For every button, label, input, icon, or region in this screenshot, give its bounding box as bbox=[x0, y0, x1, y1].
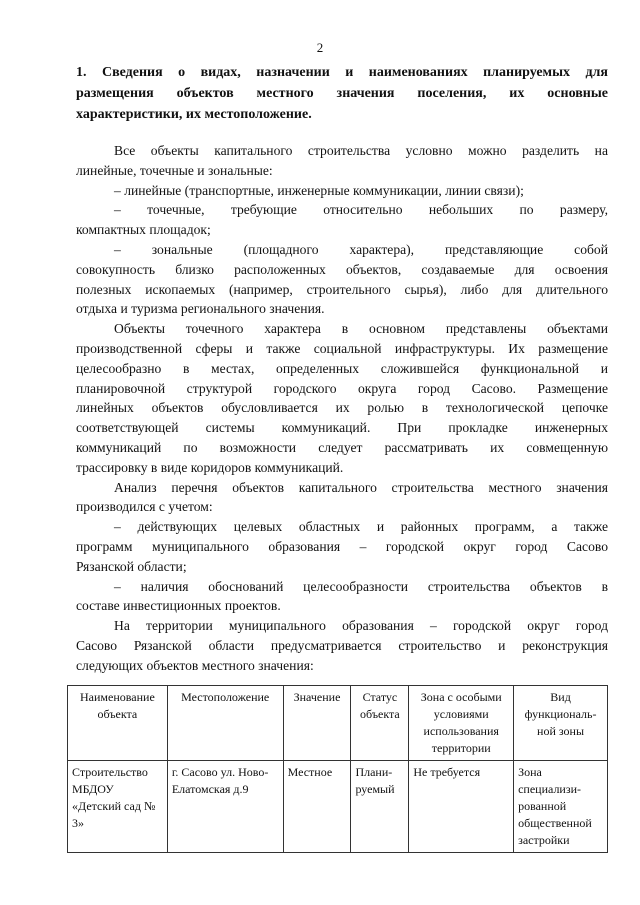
table-header-row bbox=[68, 686, 608, 761]
body-text bbox=[76, 141, 608, 676]
text-line: коммуникаций по возможности следует рассматривать их совмещенную bbox=[76, 439, 608, 455]
text-line: составе инвестиционных проектов. bbox=[76, 598, 281, 614]
cell-special-zone: Не требуется bbox=[409, 761, 514, 853]
text-line: соответствующей системы коммуникаций. При прокладке инженерных bbox=[76, 420, 608, 436]
heading-line: размещения объектов местного значения поселения, их основные bbox=[76, 86, 608, 101]
text-line: трассировку в виде коридоров коммуникаций. bbox=[76, 459, 344, 475]
text-line: отдыха и туризма регионального значения. bbox=[76, 301, 325, 317]
cell-zone-type: Зона специализи-рованной общественной застройки bbox=[514, 761, 608, 853]
text-line: целесообразно в местах, определенных сложившейся функциональной и bbox=[76, 360, 608, 376]
text-line: следующих объектов местного значения: bbox=[76, 657, 314, 673]
cell-status: Плани-руемый bbox=[351, 761, 409, 853]
text-line: совокупность близко расположенных объектов, создаваемые для освоения bbox=[76, 261, 608, 277]
text-line: – линейные (транспортные, инженерные коммуникации, линии связи); bbox=[114, 182, 524, 198]
cell-name: Строительство МБДОУ «Детский сад № 3» bbox=[68, 761, 168, 853]
text-line: На территории муниципального образования – городской округ город bbox=[114, 618, 608, 634]
text-line: Все объекты капитального строительства условно можно разделить на bbox=[114, 143, 608, 158]
text-line: Сасово Рязанской области предусматривается строительство и реконструкция bbox=[76, 637, 608, 653]
page-number: 2 bbox=[316, 40, 324, 55]
cell-location: г. Сасово ул. Ново-Елатомская д.9 bbox=[167, 761, 283, 853]
table-row bbox=[68, 761, 608, 853]
heading-line: 1. Сведения о видах, назначении и наименованиях планируемых для bbox=[76, 65, 608, 80]
text-line: Анализ перечня объектов капитального строительства местного значения bbox=[114, 479, 608, 495]
text-line: полезных ископаемых (например, строительного сырья), либо для длительного bbox=[76, 281, 608, 297]
text-line: компактных площадок; bbox=[76, 222, 211, 238]
text-line: Объекты точечного характера в основном представлены объектами bbox=[114, 321, 608, 337]
cell-significance: Местное bbox=[283, 761, 351, 853]
col-header-status: Статус объекта bbox=[351, 686, 409, 761]
section-heading bbox=[76, 62, 608, 125]
text-line: Рязанской области; bbox=[76, 558, 187, 574]
text-line: линейные, точечные и зональные: bbox=[76, 162, 273, 178]
text-line: – действующих целевых областных и районных программ, а также bbox=[114, 519, 608, 535]
col-header-zone-type: Вид функциональ-ной зоны bbox=[514, 686, 608, 761]
text-line: программ муниципального образования – городской округ город Сасово bbox=[76, 538, 608, 554]
col-header-significance: Значение bbox=[283, 686, 351, 761]
text-line: планировочной структурой городского округа город Сасово. Размещение bbox=[76, 380, 608, 396]
text-line: – зональные (площадного характера), представляющие собой bbox=[114, 241, 608, 257]
text-line: – наличия обоснований целесообразности строительства объектов в bbox=[114, 578, 608, 594]
text-line: производственной сферы и также социальной инфраструктуры. Их размещение bbox=[76, 340, 608, 356]
col-header-special-zone: Зона с особыми условиями использования территории bbox=[409, 686, 514, 761]
col-header-name: Наименование объекта bbox=[68, 686, 168, 761]
col-header-location: Местоположение bbox=[167, 686, 283, 761]
text-line: производился с учетом: bbox=[76, 499, 213, 515]
objects-table bbox=[67, 685, 608, 853]
text-line: – точечные, требующие относительно небольших по размеру, bbox=[114, 202, 608, 218]
heading-line: характеристики, их местоположение. bbox=[76, 107, 312, 122]
text-line: линейных объектов обусловливается их ролью в технологической цепочке bbox=[76, 400, 608, 416]
